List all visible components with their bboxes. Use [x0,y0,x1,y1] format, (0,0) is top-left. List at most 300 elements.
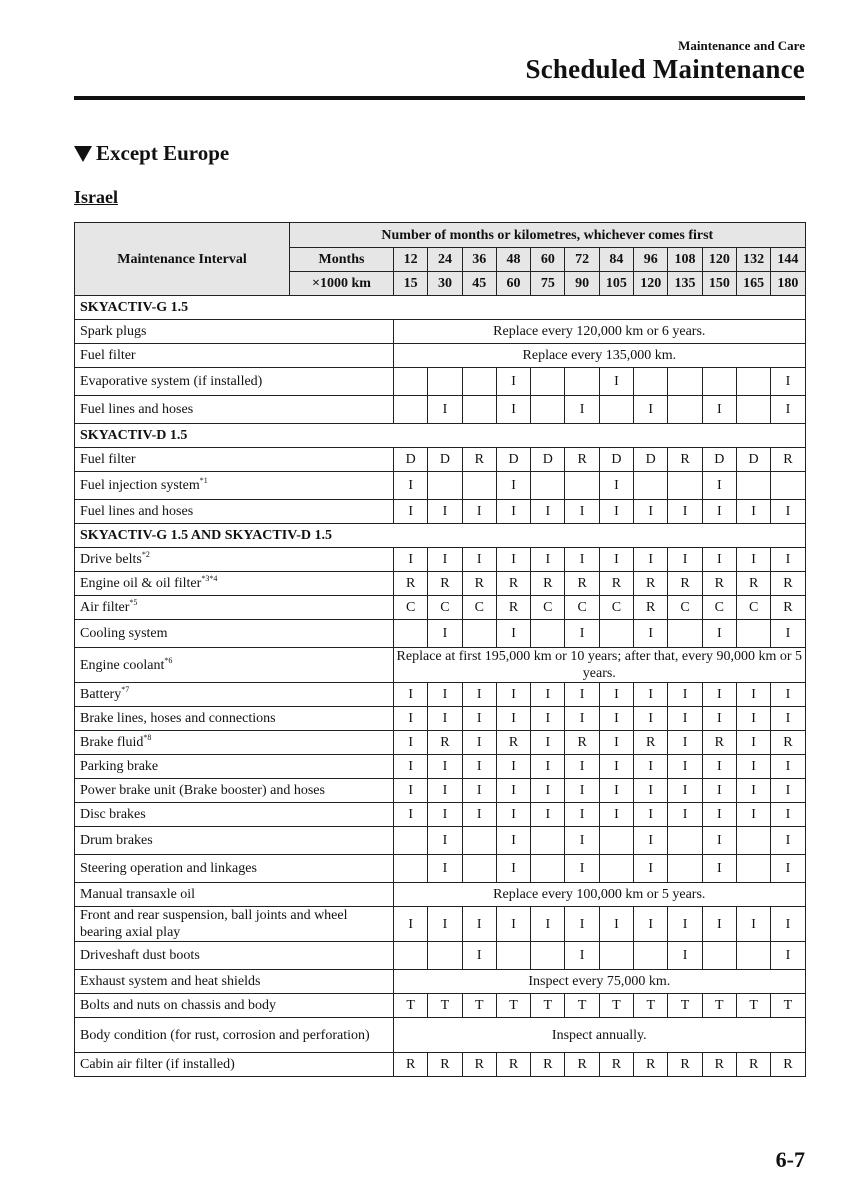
table-row [75,620,806,648]
schedule-cell: I [702,707,736,731]
km-cell: 45 [462,272,496,296]
schedule-cell: I [668,707,702,731]
schedule-cell [428,368,462,396]
section-label: SKYACTIV-D 1.5 [75,424,806,448]
schedule-cell: T [428,994,462,1018]
schedule-cell [565,472,599,500]
schedule-cell: I [702,548,736,572]
interval-caption: Number of months or kilometres, whichever comes first [290,223,806,248]
triangle-down-icon [74,146,92,162]
schedule-cell: I [428,500,462,524]
schedule-cell: R [428,731,462,755]
schedule-cell: I [599,472,633,500]
km-cell: 165 [736,272,770,296]
table-row [75,368,806,396]
schedule-cell: I [462,755,496,779]
table-row [75,448,806,472]
schedule-cell [736,396,770,424]
item-label-text: Cooling system [80,626,168,641]
schedule-cell: I [668,683,702,707]
item-label-text: Exhaust system and heat shields [80,974,261,989]
schedule-cell: I [599,707,633,731]
schedule-cell: R [599,572,633,596]
table-row [75,683,806,707]
schedule-cell: D [531,448,565,472]
schedule-cell: R [565,572,599,596]
schedule-cell: I [634,620,668,648]
table-row [75,907,806,942]
schedule-cell: T [736,994,770,1018]
schedule-cell: I [394,779,428,803]
item-label-text: Engine oil & oil filter [80,576,202,591]
schedule-cell: I [736,548,770,572]
schedule-cell: I [428,620,462,648]
schedule-cell: I [565,683,599,707]
interval-note: Replace every 135,000 km. [394,344,806,368]
item-label-text: Battery [80,687,122,702]
schedule-cell: I [702,855,736,883]
schedule-cell: I [599,368,633,396]
schedule-cell [599,855,633,883]
schedule-cell [462,396,496,424]
schedule-cell: I [634,827,668,855]
schedule-cell: I [531,803,565,827]
footnote-marker: *6 [164,655,173,665]
table-row [75,942,806,970]
item-label-text: Fuel filter [80,348,136,363]
schedule-cell: I [565,620,599,648]
schedule-cell: C [702,596,736,620]
item-label [75,368,394,396]
schedule-cell: I [531,500,565,524]
months-cell: 96 [634,248,668,272]
schedule-cell [394,368,428,396]
schedule-cell: I [736,683,770,707]
schedule-cell: I [702,907,736,942]
schedule-cell: R [565,731,599,755]
schedule-cell [462,368,496,396]
schedule-cell: R [771,448,805,472]
schedule-cell: I [702,755,736,779]
schedule-cell: I [394,707,428,731]
schedule-cell [462,472,496,500]
schedule-cell: I [771,368,805,396]
table-row [75,883,806,907]
schedule-cell: I [565,548,599,572]
schedule-cell: R [462,1053,496,1077]
km-cell: 15 [394,272,428,296]
interval-note: Replace every 100,000 km or 5 years. [394,883,806,907]
schedule-cell: I [668,731,702,755]
schedule-cell: R [634,731,668,755]
schedule-cell [634,472,668,500]
footnote-marker: *2 [141,550,150,559]
schedule-cell: I [599,755,633,779]
item-label-text: Brake fluid [80,735,144,750]
schedule-cell [462,855,496,883]
item-label [75,883,394,907]
schedule-cell [634,368,668,396]
schedule-cell [565,368,599,396]
item-label [75,472,394,500]
schedule-cell [634,942,668,970]
schedule-cell: T [702,994,736,1018]
schedule-cell [531,472,565,500]
schedule-cell: I [771,942,805,970]
schedule-cell: R [565,1053,599,1077]
table-row [75,396,806,424]
schedule-cell: I [394,472,428,500]
schedule-cell: R [462,572,496,596]
schedule-cell: R [634,1053,668,1077]
schedule-cell: I [634,683,668,707]
schedule-cell: I [668,779,702,803]
schedule-cell: I [736,755,770,779]
schedule-cell: I [736,707,770,731]
schedule-cell: I [702,620,736,648]
schedule-cell: I [565,707,599,731]
item-label-text: Steering operation and linkages [80,861,257,876]
item-label [75,1018,394,1053]
schedule-cell: I [668,803,702,827]
schedule-cell: I [428,907,462,942]
schedule-cell: I [462,500,496,524]
interval-header: Maintenance Interval [75,223,290,296]
schedule-cell: I [771,779,805,803]
header-rule [74,96,805,100]
schedule-cell: T [771,994,805,1018]
schedule-cell: I [771,907,805,942]
schedule-cell [394,620,428,648]
schedule-cell: I [702,500,736,524]
item-label [75,572,394,596]
schedule-cell [394,942,428,970]
schedule-cell: I [599,683,633,707]
schedule-cell [668,368,702,396]
schedule-cell: R [531,572,565,596]
schedule-cell: I [496,827,530,855]
schedule-cell [668,855,702,883]
schedule-cell: R [634,596,668,620]
item-label [75,731,394,755]
schedule-cell [394,855,428,883]
item-label [75,755,394,779]
table-row [75,970,806,994]
schedule-cell [462,827,496,855]
schedule-cell: D [394,448,428,472]
schedule-cell: I [496,755,530,779]
item-label [75,320,394,344]
schedule-cell: R [771,1053,805,1077]
footnote-marker: *7 [121,685,130,694]
schedule-cell: I [634,803,668,827]
schedule-cell: I [634,396,668,424]
schedule-cell: I [668,755,702,779]
months-cell: 108 [668,248,702,272]
schedule-cell: I [599,548,633,572]
item-label-text: Fuel lines and hoses [80,402,194,417]
schedule-cell: I [702,779,736,803]
schedule-cell [599,942,633,970]
schedule-cell: R [702,1053,736,1077]
schedule-cell: D [702,448,736,472]
schedule-cell: I [462,907,496,942]
table-row [75,596,806,620]
schedule-cell: R [428,1053,462,1077]
schedule-cell: I [702,472,736,500]
table-row [75,827,806,855]
region-heading: Israel [74,187,118,207]
schedule-cell: I [428,855,462,883]
item-label-text: Cabin air filter (if installed) [80,1057,235,1072]
schedule-cell: I [668,907,702,942]
schedule-cell: R [496,572,530,596]
schedule-cell: I [394,907,428,942]
schedule-cell: R [736,1053,770,1077]
schedule-cell: I [771,396,805,424]
schedule-cell: I [462,683,496,707]
schedule-cell: R [668,572,702,596]
months-cell: 12 [394,248,428,272]
km-cell: 60 [496,272,530,296]
table-row [75,344,806,368]
page-number: 6-7 [775,1147,805,1172]
item-label-text: Fuel lines and hoses [80,504,194,519]
schedule-cell: I [634,755,668,779]
schedule-cell: I [771,755,805,779]
schedule-cell: I [599,500,633,524]
footnote-marker: *1 [199,476,208,485]
item-label-text: Brake lines, hoses and connections [80,711,276,726]
km-cell: 75 [531,272,565,296]
schedule-cell: I [668,942,702,970]
schedule-cell: I [634,855,668,883]
table-header [75,223,806,296]
table-row [75,1018,806,1053]
months-label: Months [290,248,394,272]
schedule-cell: R [668,1053,702,1077]
item-label-text: Manual transaxle oil [80,887,196,902]
table-row [75,779,806,803]
schedule-cell [496,942,530,970]
schedule-cell: I [599,779,633,803]
schedule-cell: C [428,596,462,620]
schedule-cell [462,620,496,648]
schedule-cell: I [634,548,668,572]
schedule-cell: I [634,707,668,731]
schedule-cell: R [496,1053,530,1077]
schedule-cell: I [428,396,462,424]
section-row [75,424,806,448]
schedule-cell [736,827,770,855]
schedule-cell [394,396,428,424]
footnote-marker: *8 [143,733,152,742]
schedule-cell: I [462,707,496,731]
schedule-cell: I [531,548,565,572]
months-cell: 144 [771,248,805,272]
item-label-text: Air filter [80,600,130,615]
months-cell: 60 [531,248,565,272]
item-label-text: Evaporative system (if installed) [80,374,263,389]
schedule-cell [599,827,633,855]
schedule-cell: R [565,448,599,472]
schedule-cell: I [531,779,565,803]
schedule-cell: I [771,827,805,855]
schedule-cell: I [599,731,633,755]
months-cell: 132 [736,248,770,272]
schedule-cell: I [428,548,462,572]
months-cell: 84 [599,248,633,272]
schedule-cell: I [634,500,668,524]
item-label [75,548,394,572]
item-label [75,344,394,368]
schedule-cell: I [702,683,736,707]
schedule-cell: I [565,755,599,779]
table-body [75,296,806,1077]
schedule-cell: I [771,707,805,731]
item-label [75,779,394,803]
schedule-cell: I [496,907,530,942]
footnote-marker: *3*4 [201,574,218,583]
item-label-text: Disc brakes [80,807,146,822]
item-label-text: Drive belts [80,552,142,567]
schedule-cell: R [394,572,428,596]
schedule-cell: D [428,448,462,472]
months-cell: 72 [565,248,599,272]
schedule-cell: I [599,803,633,827]
schedule-cell: I [702,396,736,424]
schedule-cell: I [702,827,736,855]
schedule-cell [736,472,770,500]
schedule-cell: C [531,596,565,620]
km-cell: 105 [599,272,633,296]
schedule-cell [531,942,565,970]
schedule-cell: I [496,803,530,827]
table-row [75,755,806,779]
km-cell: 30 [428,272,462,296]
km-label: ×1000 km [290,272,394,296]
item-label-text: Bolts and nuts on chassis and body [80,998,276,1013]
schedule-cell: I [394,803,428,827]
schedule-cell: I [428,707,462,731]
table-row [75,500,806,524]
schedule-cell: I [702,803,736,827]
schedule-cell: T [634,994,668,1018]
schedule-cell: T [565,994,599,1018]
schedule-cell: D [599,448,633,472]
schedule-cell: I [736,803,770,827]
table-row [75,320,806,344]
schedule-cell [599,620,633,648]
item-label-text: Front and rear suspension, ball joints and wheel bearing axial play [80,908,348,940]
schedule-cell: I [394,548,428,572]
schedule-cell: I [428,803,462,827]
schedule-cell: I [736,907,770,942]
table-row [75,648,806,683]
schedule-cell: I [565,855,599,883]
schedule-cell: I [565,779,599,803]
schedule-cell: R [771,572,805,596]
table-row [75,855,806,883]
schedule-cell: C [599,596,633,620]
table-row [75,731,806,755]
schedule-cell: I [531,707,565,731]
schedule-cell: C [565,596,599,620]
schedule-cell: R [496,731,530,755]
table-row [75,572,806,596]
schedule-cell: I [428,683,462,707]
item-label [75,1053,394,1077]
section-row [75,296,806,320]
schedule-cell: R [394,1053,428,1077]
schedule-cell: T [496,994,530,1018]
schedule-cell: I [736,500,770,524]
schedule-cell: T [394,994,428,1018]
schedule-cell: I [668,548,702,572]
schedule-cell: C [736,596,770,620]
schedule-cell [736,368,770,396]
schedule-cell: I [462,548,496,572]
schedule-cell [531,368,565,396]
page-title: Scheduled Maintenance [525,54,805,84]
item-label-text: Driveshaft dust boots [80,948,200,963]
schedule-cell: I [771,803,805,827]
schedule-cell: I [428,779,462,803]
footnote-marker: *5 [129,598,138,607]
schedule-cell: I [771,683,805,707]
section-label: SKYACTIV-G 1.5 [75,296,806,320]
schedule-cell: I [565,803,599,827]
item-label-text: Fuel injection system [80,478,200,493]
schedule-cell: I [771,620,805,648]
schedule-cell [531,396,565,424]
schedule-cell: I [496,855,530,883]
schedule-cell [531,620,565,648]
schedule-cell: I [496,500,530,524]
schedule-cell: I [496,779,530,803]
schedule-cell: R [428,572,462,596]
item-label [75,803,394,827]
item-label [75,648,394,683]
schedule-cell: I [428,755,462,779]
item-label-text: Body condition (for rust, corrosion and perforation) [80,1027,370,1043]
item-label-text: Parking brake [80,759,159,774]
chapter-title: Maintenance and Care [678,38,805,53]
schedule-cell: R [668,448,702,472]
item-label [75,683,394,707]
schedule-cell: I [736,779,770,803]
table-row [75,472,806,500]
schedule-cell [668,620,702,648]
schedule-cell: R [771,731,805,755]
months-cell: 48 [496,248,530,272]
schedule-cell [428,472,462,500]
schedule-cell: I [565,396,599,424]
table-row [75,803,806,827]
schedule-cell: I [394,500,428,524]
schedule-cell: I [565,500,599,524]
schedule-cell: I [496,620,530,648]
item-label [75,855,394,883]
schedule-cell: I [634,779,668,803]
item-label [75,620,394,648]
schedule-cell: I [462,942,496,970]
schedule-cell: I [496,707,530,731]
schedule-cell: I [565,942,599,970]
schedule-cell: I [462,779,496,803]
schedule-cell: I [496,683,530,707]
schedule-cell: C [462,596,496,620]
